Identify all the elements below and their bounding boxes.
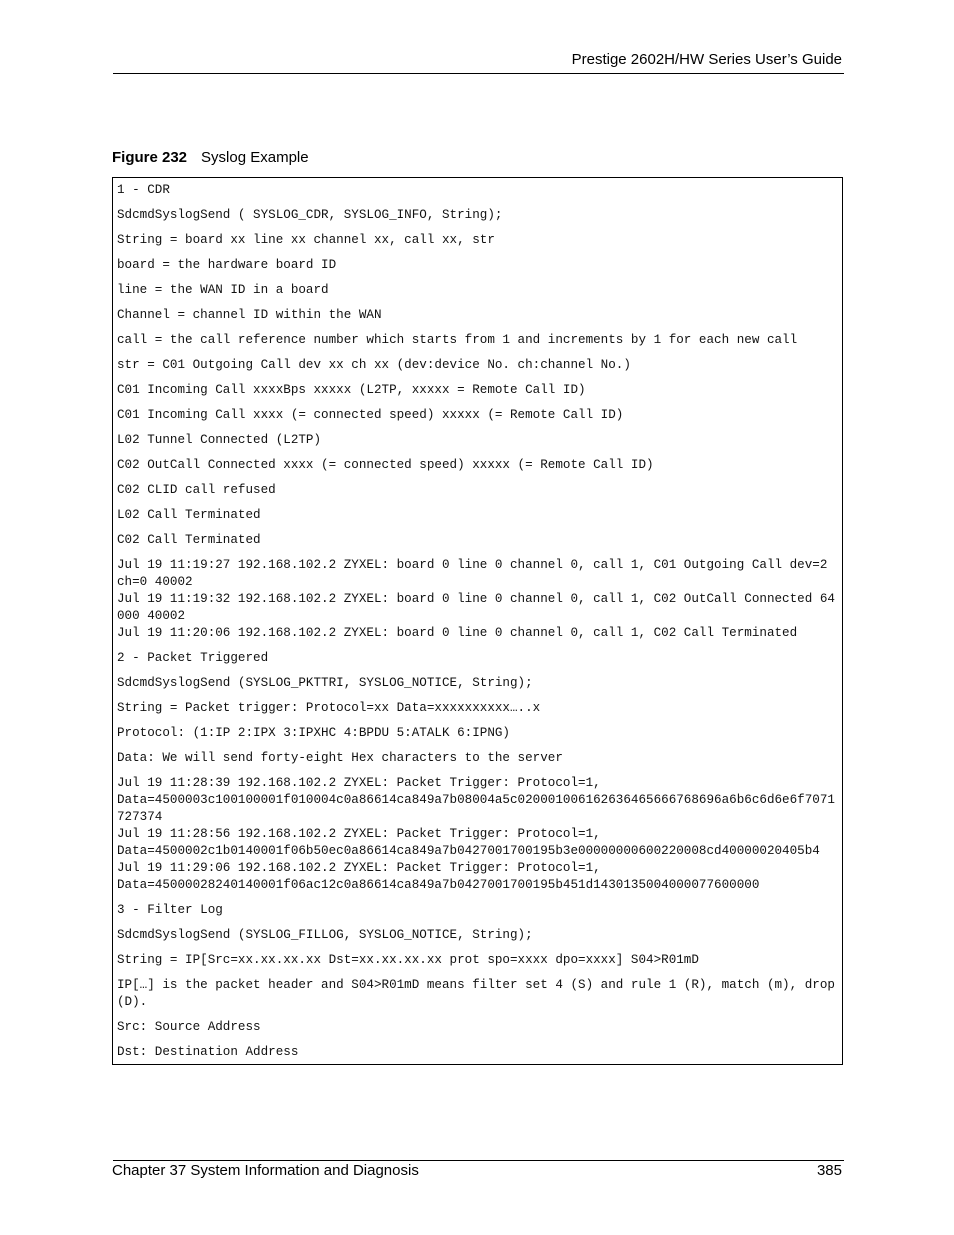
code-line: L02 Call Terminated (117, 508, 261, 522)
code-line: IP[…] is the packet header and S04>R01mD means filter set 4 (S) and rule 1 (R), match (m), drop (D). (117, 978, 843, 1009)
code-line: 2 - Packet Triggered (117, 651, 269, 665)
code-line: 3 - Filter Log (117, 903, 223, 917)
code-line: Src: Source Address (117, 1020, 261, 1034)
code-line: line = the WAN ID in a board (117, 283, 329, 297)
code-line: C02 OutCall Connected xxxx (= connected speed) xxxxx (= Remote Call ID) (117, 458, 654, 472)
page-header-title: Prestige 2602H/HW Series User’s Guide (571, 51, 842, 68)
code-line: SdcmdSyslogSend ( SYSLOG_CDR, SYSLOG_INFO, String); (117, 208, 503, 222)
code-line: board = the hardware board ID (117, 258, 337, 272)
code-line: Jul 19 11:19:27 192.168.102.2 ZYXEL: board 0 line 0 channel 0, call 1, C01 Outgoing Call dev=2 ch=0 40002 Jul 19 11:19:32 192.168.102.2 ZYXEL: board 0 line 0 channel 0, call 1, C02 OutCall Connected 64000 40002 Jul 19 11:20:06 192.168.102.2 ZYXEL: board 0 line 0 channel 0, call 1, C02 Call Terminated (117, 558, 835, 640)
footer-page-number: 385 (816, 1162, 842, 1179)
code-line: String = Packet trigger: Protocol=xx Data=xxxxxxxxxx…..x (117, 701, 541, 715)
syslog-example-box (112, 177, 843, 1065)
code-line: SdcmdSyslogSend (SYSLOG_PKTTRI, SYSLOG_NOTICE, String); (117, 676, 533, 690)
code-line: Protocol: (1:IP 2:IPX 3:IPXHC 4:BPDU 5:ATALK 6:IPNG) (117, 726, 510, 740)
code-line: L02 Tunnel Connected (L2TP) (117, 433, 322, 447)
code-line: String = board xx line xx channel xx, call xx, str (117, 233, 495, 247)
code-line: C02 Call Terminated (117, 533, 261, 547)
figure-caption (112, 149, 309, 166)
header-divider (113, 73, 844, 74)
code-line: C02 CLID call refused (117, 483, 276, 497)
code-line: String = IP[Src=xx.xx.xx.xx Dst=xx.xx.xx.xx prot spo=xxxx dpo=xxxx] S04>R01mD (117, 953, 699, 967)
figure-number: Figure 232 (112, 149, 188, 166)
code-line: Data: We will send forty-eight Hex characters to the server (117, 751, 563, 765)
code-line: C01 Incoming Call xxxx (= connected speed) xxxxx (= Remote Call ID) (117, 408, 624, 422)
code-line: str = C01 Outgoing Call dev xx ch xx (dev:device No. ch:channel No.) (117, 358, 631, 372)
code-line: Dst: Destination Address (117, 1045, 299, 1059)
code-line: SdcmdSyslogSend (SYSLOG_FILLOG, SYSLOG_NOTICE, String); (117, 928, 533, 942)
code-line: Channel = channel ID within the WAN (117, 308, 382, 322)
footer-divider (113, 1160, 844, 1161)
figure-title: Syslog Example (201, 149, 309, 166)
footer-chapter: Chapter 37 System Information and Diagnosis (112, 1162, 419, 1179)
code-line: 1 - CDR (117, 183, 170, 197)
code-line: Jul 19 11:28:39 192.168.102.2 ZYXEL: Packet Trigger: Protocol=1, Data=4500003c100100001f010004c0a86614ca849a7b08004a5c020001006162636465666768696a6b6c6d6e6f7071727374 Jul 19 11:28:56 192.168.102.2 ZYXEL: Packet Trigger: Protocol=1, Data=4500002c1b0140001f06b50ec0a86614ca849a7b0427001700195b3e00000000600220008cd40000020405b4 Jul 19 11:29:06 192.168.102.2 ZYXEL: Packet Trigger: Protocol=1, Data=45000028240140001f06ac12c0a86614ca849a7b0427001700195b451d1430135004000077600000 (117, 776, 835, 892)
code-line: call = the call reference number which starts from 1 and increments by 1 for each new call (117, 333, 798, 347)
code-line: C01 Incoming Call xxxxBps xxxxx (L2TP, xxxxx = Remote Call ID) (117, 383, 586, 397)
